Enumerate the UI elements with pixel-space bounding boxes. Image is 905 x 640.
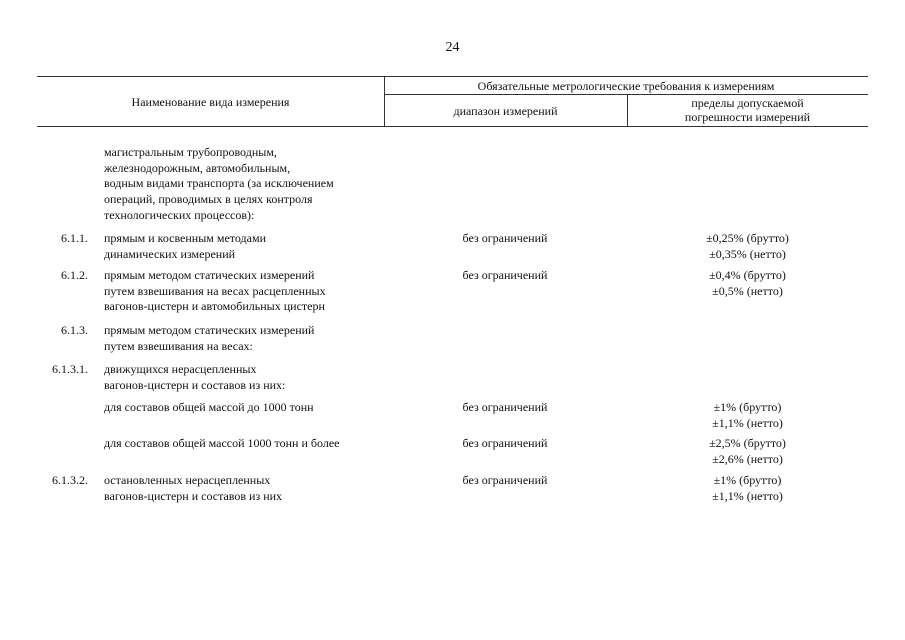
- row-measurement-type: остановленных нерасцепленных вагонов-цистерн и составов из них: [104, 473, 283, 503]
- row-measurement-type: прямым методом статических измерений путем взвешивания на весах расцепленных вагонов-цистерн и автомобильных цистерн: [104, 268, 326, 314]
- row-number: 6.1.3.: [61, 323, 88, 337]
- row-measurement-type: прямым и косвенным методами динамических измерений: [104, 231, 266, 261]
- row-number: 6.1.1.: [61, 231, 88, 245]
- row-measurement-type: для составов общей массой 1000 тонн и более: [104, 436, 340, 450]
- header-mid-border: [384, 94, 868, 95]
- page-number: 24: [445, 40, 460, 55]
- row-range: без ограничений: [462, 231, 548, 245]
- row-error-limits: ±0,4% (брутто) ±0,5% (нетто): [709, 268, 786, 298]
- row-range: без ограничений: [462, 400, 548, 414]
- header-range-column: диапазон измерений: [453, 104, 558, 118]
- header-group-title: Обязательные метрологические требования к измерениям: [477, 79, 775, 93]
- row-measurement-type: магистральным трубопроводным, железнодорожным, автомобильным, водным видами транспорта (за исключением операций, проводимых в целях контроля технологических процессов):: [104, 145, 334, 222]
- header-top-border: [37, 76, 868, 77]
- row-number: 6.1.3.1.: [52, 362, 88, 376]
- header-name-column: Наименование вида измерения: [131, 95, 290, 109]
- row-measurement-type: для составов общей массой до 1000 тонн: [104, 400, 314, 414]
- header-error-column: пределы допускаемой погрешности измерений: [684, 96, 811, 124]
- row-range: без ограничений: [462, 436, 548, 450]
- row-error-limits: ±1% (брутто) ±1,1% (нетто): [712, 400, 783, 430]
- row-error-limits: ±1% (брутто) ±1,1% (нетто): [712, 473, 783, 503]
- row-measurement-type: движущихся нерасцепленных вагонов-цистерн и составов из них:: [104, 362, 286, 392]
- row-range: без ограничений: [462, 268, 548, 282]
- row-measurement-type: прямым методом статических измерений путем взвешивания на весах:: [104, 323, 315, 353]
- row-number: 6.1.3.2.: [52, 473, 88, 487]
- row-number: 6.1.2.: [61, 268, 88, 282]
- row-error-limits: ±2,5% (брутто) ±2,6% (нетто): [709, 436, 786, 466]
- header-bottom-border: [37, 126, 868, 127]
- row-error-limits: ±0,25% (брутто) ±0,35% (нетто): [706, 231, 789, 261]
- row-range: без ограничений: [462, 473, 548, 487]
